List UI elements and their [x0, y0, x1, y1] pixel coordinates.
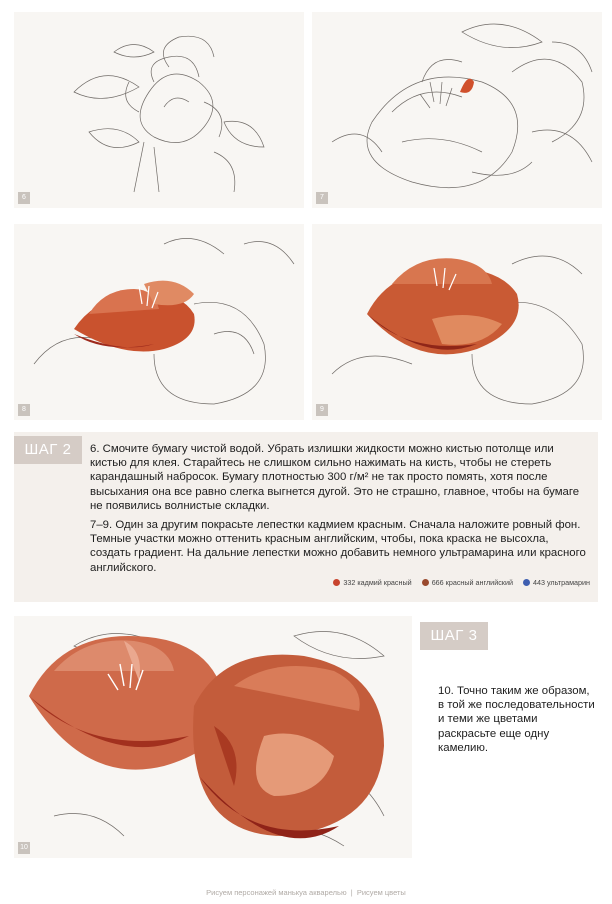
step-3-paragraph: 10. Точно таким же образом, в той же последовательности и теми же цветами раскрасьте еще одну камелию.: [438, 685, 595, 754]
stem-sketch: [134, 142, 159, 192]
illustration-step-8: [14, 224, 304, 420]
painted-petal: [460, 79, 474, 93]
color-swatch: [333, 579, 340, 586]
illustration-step-9: [312, 224, 602, 420]
painted-flower: [74, 281, 195, 352]
panel-number: 6: [18, 192, 30, 204]
legend-item: 666 красный английский: [422, 578, 513, 587]
page-footer: [0, 888, 612, 897]
footer-book-title: Рисуем персонажей манькуа акварелью: [206, 888, 347, 897]
color-swatch: [523, 579, 530, 586]
panel-number: 8: [18, 404, 30, 416]
paint-legend: [280, 578, 590, 587]
panel-number: 10: [18, 842, 30, 854]
color-swatch: [422, 579, 429, 586]
flower-sketch: [126, 36, 222, 142]
illustration-step-7: [312, 12, 602, 208]
flower-sketch: [332, 59, 592, 188]
painted-flower: [367, 258, 519, 354]
step-2-paragraph-2: 7–9. Один за другим покрасьте лепестки кадмием красным. Сначала наложите ровный фон. Темные участки можно оттенить красным английским, чтобы, пока краска не высохла, создать градиент. На дальние лепестки можно добавить немного ультрамарина или красного английского.: [90, 519, 586, 574]
step-3-tag: ШАГ 3: [420, 622, 488, 650]
leaf-sketch: [462, 24, 592, 72]
step-2-paragraph-1: 6. Смочите бумагу чистой водой. Убрать излишки жидкости можно кистью потолще или кистью для клея. Старайтесь не слишком сильно нажимать на кисть, чтобы не стереть карандашный набросок. Бумагу плотностью 300 г/м² не так просто помять, хотя после высыхания она все равно слегка выгнется дугой. Это не страшно, главное, чтобы на бумаге не появились волнистые складки.: [90, 443, 580, 512]
panel-number: 7: [316, 192, 328, 204]
stamens-sketch: [420, 82, 452, 108]
painted-flower-right: [193, 655, 384, 839]
footer-separator: |: [350, 888, 353, 897]
footer-section: Рисуем цветы: [356, 888, 406, 897]
illustration-step-10: [14, 616, 412, 858]
panel-number: 9: [316, 404, 328, 416]
legend-item: 443 ультрамарин: [523, 578, 590, 587]
legend-item: 332 кадмий красный: [333, 578, 411, 587]
illustration-step-6: [14, 12, 304, 208]
step-2-tag: ШАГ 2: [14, 436, 82, 464]
